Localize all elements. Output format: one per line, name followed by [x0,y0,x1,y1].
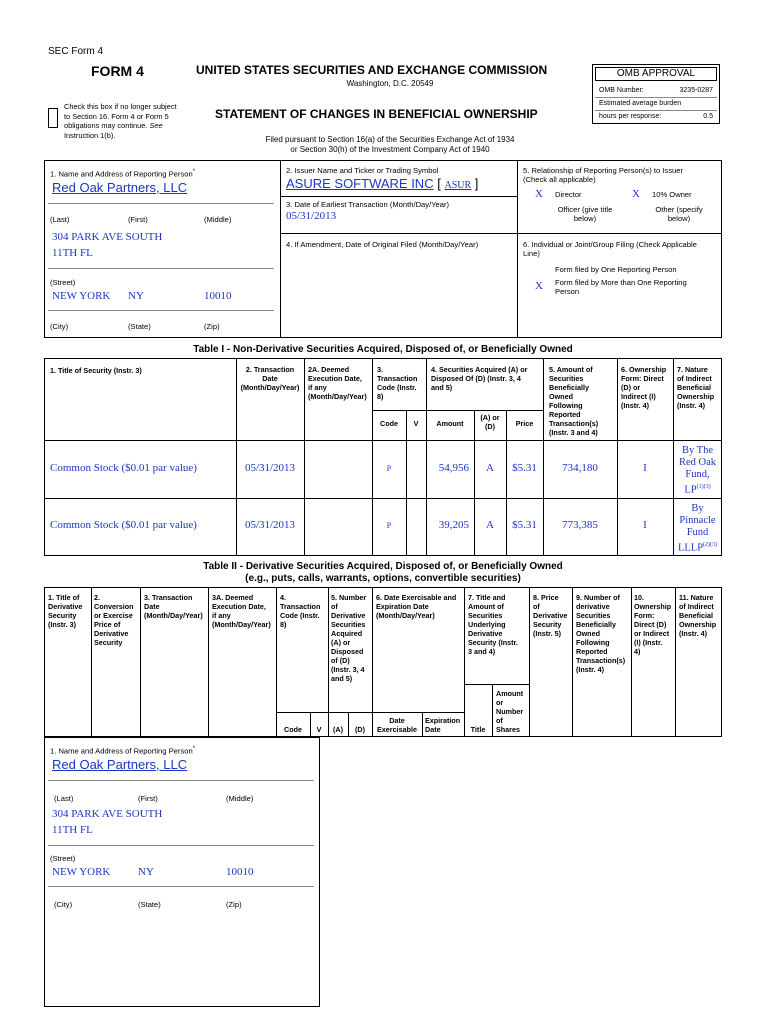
address-line2: 11TH FL [52,247,93,259]
t2-expiration: Expiration Date [425,716,461,734]
t2-date-exercisable: Date Exercisable [377,716,417,734]
t1-h7: 7. Nature of Indirect Beneficial Ownership (Instr. 4) [677,365,715,410]
t2-d: (D) [355,725,365,734]
director-label: Director [555,190,582,199]
rp2-name: Red Oak Partners, LLC [52,757,188,772]
t1-h6: 6. Ownership Form: Direct (D) or Indirect (I) (Instr. 4) [621,365,667,410]
t1-row2-form: I [643,519,647,531]
t1-row1-aord: A [486,462,494,474]
amendment-label: 4. If Amendment, Date of Original Filed (Month/Day/Year) [286,240,479,249]
t2-h2: 2. Conversion or Exercise Price of Derivative Security [94,593,134,647]
t1-row2-owned: 773,385 [562,519,598,531]
checkbox-instructions: Check this box if no longer subject to Section 16. Form 4 or Form 5 obligations may continue. See Instruction 1(b). [64,102,177,140]
t1-h1: 1. Title of Security (Instr. 3) [50,366,142,375]
more-person-label: Form filed by More than One Reporting Person [555,278,687,296]
table2-title: Table II - Derivative Securities Acquired, Disposed of, or Beneficially Owned (e.g., puts, calls, warrants, options, convertible securities) [203,561,563,584]
rp2-zip-label: (Zip) [226,900,242,909]
t2-h3: 3. Transaction Date (Month/Day/Year) [144,593,203,620]
t1-row1-price: $5.31 [512,462,537,474]
ten-percent-owner-mark[interactable]: X [632,188,640,200]
ticker-symbol: ASUR [444,180,472,191]
t1-row2-amount: 39,205 [438,519,469,531]
t1-row1-nature: By The Red Oak Fund, $LP^{(1)(3)}$ [678,445,717,496]
filed-pursuant: Filed pursuant to Section 16(a) of the Securities Exchange Act of 1934 or Section 30(h) of the Investment Company Act of 1940 [265,135,515,154]
t2-code: Code [284,725,302,734]
state-value: NY [128,290,144,302]
t2-h7: 7. Title and Amount of Securities Underlying Derivative Security (Instr. 3 and 4) [468,593,518,656]
filing-label: 6. Individual or Joint/Group Filing (Check Applicable Line) [523,240,697,258]
issuer-label: 2. Issuer Name and Ticker or Trading Symbol [286,166,439,175]
t2-h8: 8. Price of Derivative Security (Instr. 5) [533,593,568,638]
no-longer-subject-checkbox[interactable] [48,108,58,128]
t1-row2-date: 05/31/2013 [244,519,296,531]
t1-h2a: 2A. Deemed Execution Date, if any (Month/Day/Year) [308,365,367,401]
rp2-state: NY [138,866,154,878]
t2-title: Title [470,725,486,734]
last-label: (Last) [50,215,70,224]
issuer-name: ASURE SOFTWARE INC [ ASUR ] [286,176,479,191]
omb-title: OMB APPROVAL [595,67,717,81]
street-label: (Street) [50,278,76,287]
t1-h5: 5. Amount of Securities Beneficially Owned Following Reported Transaction(s) (Instr. 3 and 4) [549,365,599,437]
rp2-address1: 304 PARK AVE SOUTH [52,808,163,820]
earliest-transaction-date: 05/31/2013 [286,210,337,222]
statement-title: STATEMENT OF CHANGES IN BENEFICIAL OWNERSHIP [215,107,538,121]
first-label: (First) [128,215,148,224]
t1-row2-aord: A [486,519,494,531]
city-value: NEW YORK [52,290,111,302]
t2-amount: Amount or Number of Shares [496,689,524,734]
t2-h11: 11. Nature of Indirect Beneficial Ownership (Instr. 4) [679,593,717,638]
t1-row1-code: P [386,464,392,473]
omb-burden-label: Estimated average burden [599,100,682,107]
t2-h6: 6. Date Exercisable and Expiration Date (Month/Day/Year) [376,593,457,620]
state-label: (State) [128,322,151,331]
t2-h10: 10. Ownership Form: Direct (D) or Indirect (I) (Instr. 4) [634,593,672,656]
t2-h3a: 3A. Deemed Execution Date, if any (Month/Day/Year) [212,593,271,629]
commission-location: Washington, D.C. 20549 [346,79,434,88]
t1-aord: (A) or (D) [480,413,500,431]
other-label: Other (specify below) [655,205,703,223]
relationship-label: 5. Relationship of Reporting Person(s) to Issuer (Check all applicable) [523,166,683,184]
t1-h3: 3. Transaction Code (Instr. 8) [377,365,418,401]
address-line1: 304 PARK AVE SOUTH [52,231,163,243]
t1-amount: Amount [436,419,464,428]
t1-h2: 2. Transaction Date (Month/Day/Year) [240,365,300,392]
t1-row1-footnote: (1)(3) [696,484,711,490]
t2-h1: 1. Title of Derivative Security (Instr. 3) [48,593,83,629]
sec-form-label: SEC Form 4 [48,46,104,57]
rp2-first-label: (First) [138,794,158,803]
t1-row1-amount: 54,956 [438,462,469,474]
reporting-person-label: 1. Name and Address of Reporting Person* [50,169,196,179]
zip-value: 10010 [204,290,232,302]
t2-h9: 9. Number of derivative Securities Beneficially Owned Following Reported Transaction(s) (Instr. 4) [576,593,626,674]
rp2-middle-label: (Middle) [226,794,254,803]
rp2-zip: 10010 [226,866,254,878]
t1-row1-title: Common Stock ($0.01 par value) [50,462,197,474]
t1-price: Price [515,419,534,428]
t1-row1-owned: 734,180 [562,462,598,474]
city-label: (City) [50,322,69,331]
t2-v: V [316,725,322,734]
one-person-label: Form filed by One Reporting Person [555,265,677,274]
rp2-label: 1. Name and Address of Reporting Person* [50,746,196,756]
t1-row1-form: I [643,462,647,474]
omb-approval-box [592,64,720,124]
t1-row2-code: P [386,521,392,530]
t1-row2-nature: By Pinnacle Fund $LLLP^{(2)(3)}$ [677,503,718,554]
t2-a: (A) [333,725,343,734]
ten-percent-owner-label: 10% Owner [652,190,692,199]
t1-h4: 4. Securities Acquired (A) or Disposed Of (D) (Instr. 3, 4 and 5) [431,365,528,392]
commission-title: UNITED STATES SECURITIES AND EXCHANGE COMMISSION [196,63,548,77]
table1-title: Table I - Non-Derivative Securities Acquired, Disposed of, or Beneficially Owned [193,344,573,355]
more-person-mark[interactable]: X [535,280,543,292]
rp2-city-label: (City) [54,900,73,909]
reporting-person-name: Red Oak Partners, LLC [52,180,188,195]
director-mark[interactable]: X [535,188,543,200]
t1-v: V [413,419,419,428]
t1-row2-title: Common Stock ($0.01 par value) [50,519,197,531]
t1-row2-footnote: (2)(3) [703,542,718,548]
omb-number-label: OMB Number: [599,87,644,94]
officer-label: Officer (give title below) [557,205,613,223]
omb-number-value: 3235-0287 [679,87,713,94]
t1-row1-date: 05/31/2013 [244,462,296,474]
omb-hours-label: hours per response: [599,113,662,120]
zip-label: (Zip) [204,322,220,331]
rp2-street-label: (Street) [50,854,76,863]
rp2-address2: 11TH FL [52,824,93,836]
t2-h4: 4. Transaction Code (Instr. 8) [280,593,321,629]
form-title: FORM 4 [91,63,144,79]
rp2-state-label: (State) [138,900,161,909]
rp2-last-label: (Last) [54,794,74,803]
t1-code: Code [380,419,398,428]
earliest-transaction-label: 3. Date of Earliest Transaction (Month/Day/Year) [286,200,450,209]
t1-row2-price: $5.31 [512,519,537,531]
middle-label: (Middle) [204,215,232,224]
omb-hours-value: 0.5 [703,113,713,120]
t2-h5: 5. Number of Derivative Securities Acquired (A) or Disposed of (D) (Instr. 3, 4 and 5) [331,593,367,683]
rp2-city: NEW YORK [52,866,111,878]
